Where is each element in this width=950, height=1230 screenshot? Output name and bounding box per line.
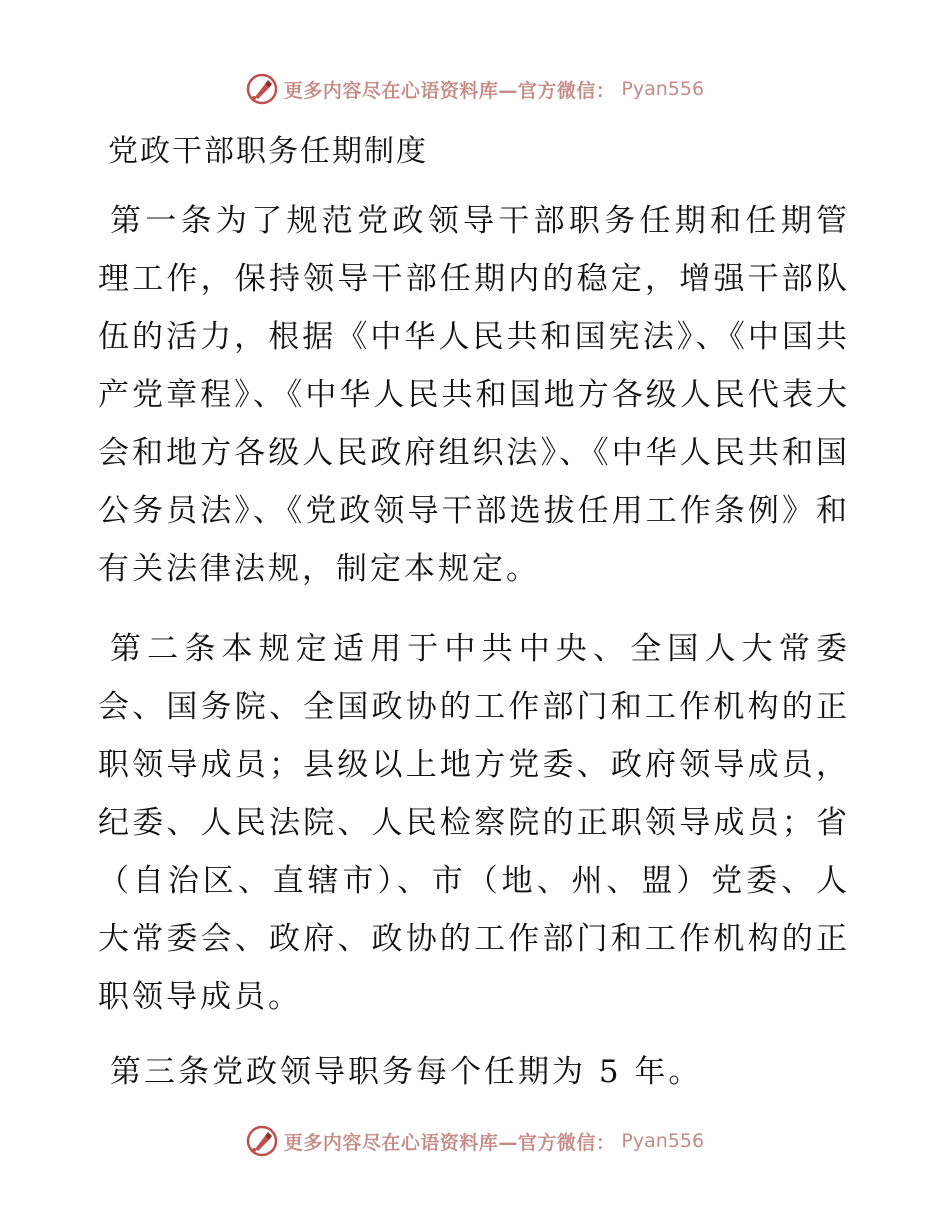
article-3-paragraph: 第三条党政领导职务每个任期为 5 年。 xyxy=(110,1054,703,1090)
article-2-paragraph: 第二条本规定适用于中共中央、全国人大常委会、国务院、全国政协的工作部门和工作机构的正职领导成员；县级以上地方党委、政府领导成员，纪委、人民法院、人民检察院的正职领导成员；省（自治区、直辖市）、市（地、州、盟）党委、人大常委会、政府、政协的工作部门和工作机构的正职领导成员。 xyxy=(98,631,850,1015)
article-1-paragraph: 第一条为了规范党政领导干部职务任期和任期管理工作，保持领导干部任期内的稳定，增强干部队伍的活力，根据《中华人民共和国宪法》、《中国共产党章程》、《中华人民共和国地方各级人民代表大会和地方各级人民政府组织法》、《中华人民共和国公务员法》、《党政领导干部选拔任用工作条例》和有关法律法规，制定本规定。 xyxy=(98,203,850,587)
pen-nib-logo-icon xyxy=(246,1125,278,1157)
pen-nib-logo-icon xyxy=(246,73,278,105)
footer-watermark xyxy=(0,1124,950,1158)
document-title: 党政干部职务任期制度 xyxy=(108,134,428,169)
watermark-wechat-id: Pyan556 xyxy=(621,78,705,100)
watermark-wechat-id: Pyan556 xyxy=(621,1130,705,1152)
watermark-text: 更多内容尽在心语资料库—官方微信： xyxy=(283,1131,616,1154)
header-watermark xyxy=(0,72,950,106)
watermark-text: 更多内容尽在心语资料库—官方微信： xyxy=(283,79,616,102)
